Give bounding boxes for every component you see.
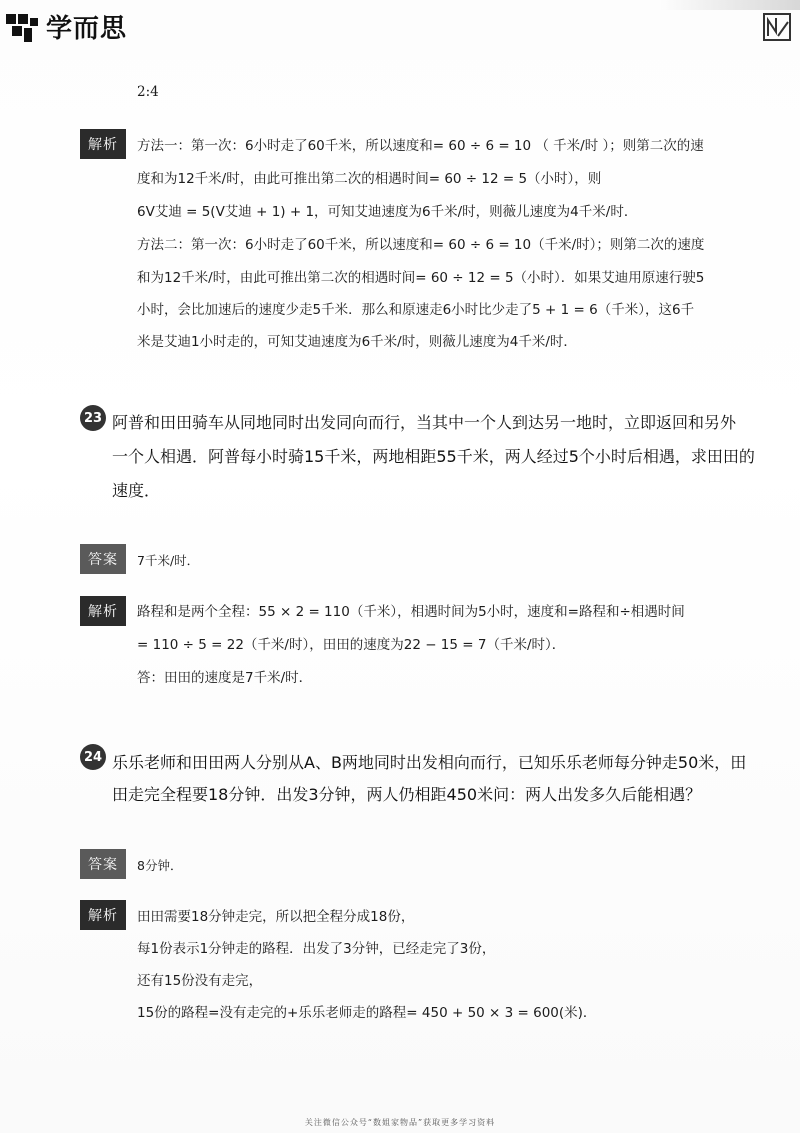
question-line: 田走完全程要18分钟．出发3分钟，两人仍相距450米问：两人出发多久后能相遇？ — [112, 785, 702, 804]
jiexi-line: 和为12千米/时，由此可推出第二次的相遇时间= 60 ÷ 12 = 5（小时）．如果艾迪用原速行驶5 — [137, 270, 705, 286]
scan-shadow — [660, 0, 800, 10]
jiexi-line: 小时，会比加速后的速度少走5千米．那么和原速走6小时比少走了5 + 1 = 6（千米），这6千 — [137, 302, 695, 318]
answer-tag: 答案 — [80, 544, 126, 574]
question-line: 速度． — [112, 481, 161, 500]
jiexi-line: 15份的路程=没有走完的+乐乐老师走的路程= 450 + 50 × 3 = 600(米)． — [137, 1005, 597, 1021]
jiexi-line: 答：田田的速度是7千米/时． — [137, 670, 313, 686]
jiexi-line: 6V艾迪 = 5(V艾迪 + 1) + 1，可知艾迪速度为6千米/时，则薇儿速度为4千米/时． — [137, 204, 638, 220]
jiexi-line: = 110 ÷ 5 = 22（千米/时），田田的速度为22 − 15 = 7（千米/时）． — [137, 637, 566, 653]
jiexi-line: 度和为12千米/时，由此可推出第二次的相遇时间= 60 ÷ 12 = 5（小时），则 — [137, 171, 602, 187]
jiexi-line: 米是艾迪1小时走的，可知艾迪速度为6千米/时，则薇儿速度为4千米/时． — [137, 334, 577, 350]
corner-logo-icon — [762, 12, 792, 42]
answer-text: 8分钟． — [137, 858, 183, 873]
jiexi-tag: 解析 — [80, 129, 126, 159]
question-line: 一个人相遇．阿普每小时骑15千米，两地相距55千米，两人经过5个小时后相遇，求田田的 — [112, 447, 755, 466]
jiexi-line: 方法一：第一次：6小时走了60千米，所以速度和= 60 ÷ 6 = 10 （ 千米/时 ）；则第二次的速 — [137, 138, 704, 154]
logo-mark-icon — [4, 10, 42, 44]
logo-text: 学而思 — [46, 14, 128, 44]
jiexi-line: 路程和是两个全程：55 × 2 = 110（千米），相遇时间为5小时，速度和=路程和÷相遇时间 — [137, 604, 685, 620]
jiexi-line: 田田需要18分钟走完，所以把全程分成18份， — [137, 909, 415, 925]
question-number-23: 23 — [80, 405, 106, 431]
jiexi-line: 每1份表示1分钟走的路程．出发了3分钟，已经走完了3份， — [137, 941, 496, 957]
question-line: 乐乐老师和田田两人分别从A、B两地同时出发相向而行，已知乐乐老师每分钟走50米，田 — [112, 753, 747, 772]
jiexi-tag: 解析 — [80, 596, 126, 626]
question-line: 阿普和田田骑车从同地同时出发同向而行，当其中一个人到达另一地时，立即返回和另外 — [112, 413, 737, 432]
logo — [4, 8, 127, 45]
answer-tag: 答案 — [80, 849, 126, 879]
question-number-24: 24 — [80, 744, 106, 770]
ratio-text: 2:4 — [137, 84, 159, 100]
footer-note: 关注微信公众号“数姐家物品”获取更多学习资料 — [304, 1118, 496, 1127]
jiexi-line: 方法二：第一次：6小时走了60千米，所以速度和= 60 ÷ 6 = 10（千米/时）；则第二次的速度 — [137, 237, 705, 253]
jiexi-tag: 解析 — [80, 900, 126, 930]
jiexi-line: 还有15份没有走完， — [137, 973, 263, 989]
answer-text: 7千米/时． — [137, 553, 200, 568]
